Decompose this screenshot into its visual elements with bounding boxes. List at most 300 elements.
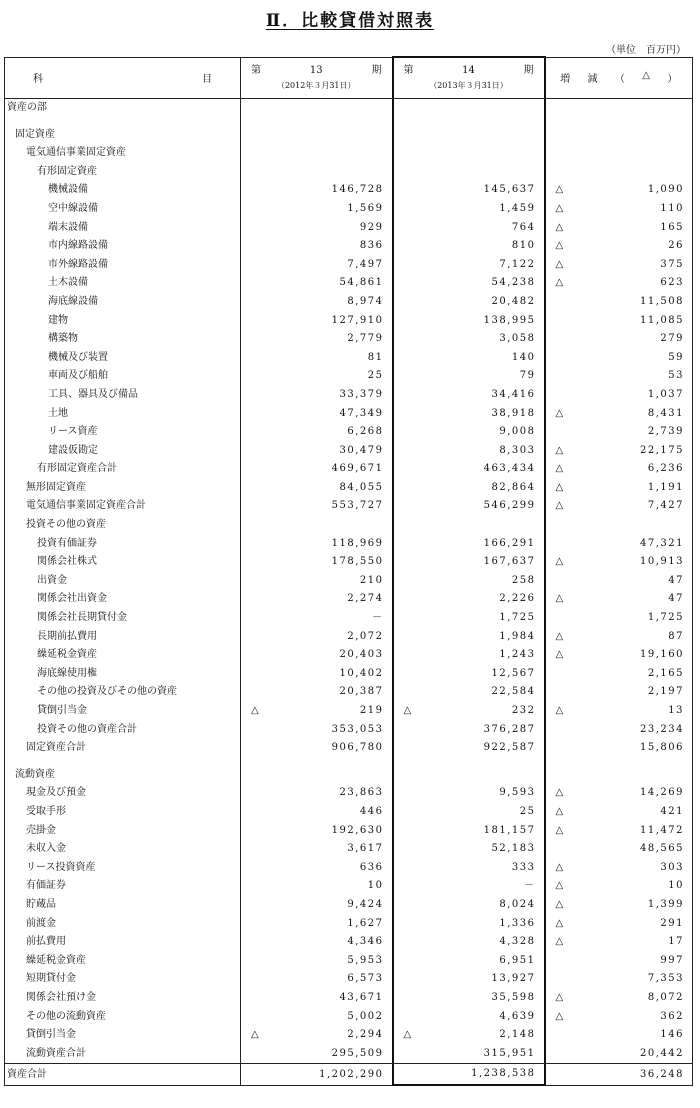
period14-cell-value: 1,984 xyxy=(499,630,536,642)
diff-cell xyxy=(545,219,693,238)
table-row xyxy=(5,989,693,1008)
table-row xyxy=(5,144,693,163)
period13-cell xyxy=(241,535,393,554)
period14-cell-value: 764 xyxy=(511,221,536,233)
header-label-left: 科 xyxy=(33,74,43,86)
row-label-value: 関係会社株式 xyxy=(37,556,97,568)
row-label-value: 有形固定資産合計 xyxy=(37,463,117,475)
row-label-value: 機械及び装置 xyxy=(48,351,108,363)
period13-num: 13 xyxy=(309,64,323,76)
header-diff xyxy=(545,57,693,99)
row-label-value: 工具、器具及び備品 xyxy=(48,388,138,400)
total-label: 資産合計 xyxy=(5,1064,241,1086)
diff-cell-value: 2,739 xyxy=(647,426,684,438)
row-label xyxy=(5,646,241,665)
row-label xyxy=(5,516,241,535)
row-label xyxy=(5,840,241,859)
period14-cell-value: 145,637 xyxy=(483,184,536,196)
diff-part: △ xyxy=(642,70,650,82)
period13-cell xyxy=(241,609,393,628)
period13-cell xyxy=(241,766,393,785)
total-row xyxy=(5,1064,693,1086)
diff-cell-value: 47 xyxy=(668,574,684,586)
diff-cell-value: 1,725 xyxy=(647,612,684,624)
row-label xyxy=(5,859,241,878)
negative-mark: △ xyxy=(555,481,564,493)
table-row xyxy=(5,293,693,312)
period13-cell xyxy=(241,1008,393,1027)
period14-cell xyxy=(393,312,545,331)
period13-cell xyxy=(241,274,393,293)
negative-mark: △ xyxy=(403,1029,412,1041)
period13-cell-value: 210 xyxy=(359,574,384,586)
row-label-value: 現金及び預金 xyxy=(26,787,86,799)
period13-cell-value: 54,861 xyxy=(339,277,384,289)
period13-cell-value: 6,573 xyxy=(347,973,384,985)
diff-cell-value: 7,353 xyxy=(647,973,684,985)
period13-cell-value: 469,671 xyxy=(331,463,384,475)
diff-cell-value: 11,508 xyxy=(640,295,684,307)
table-row xyxy=(5,628,693,647)
row-label xyxy=(5,702,241,721)
period14-cell-value: 1,243 xyxy=(499,649,536,661)
period13-cell xyxy=(241,479,393,498)
table-row xyxy=(5,163,693,182)
diff-cell-value: 375 xyxy=(660,258,684,270)
period14-cell-value: 3,058 xyxy=(499,333,536,345)
diff-cell xyxy=(545,758,693,766)
row-label xyxy=(5,572,241,591)
table-row xyxy=(5,590,693,609)
diff-cell-value: 1,191 xyxy=(647,481,684,493)
period14-cell-value: 38,918 xyxy=(491,407,536,419)
period13-cell-value: 43,671 xyxy=(339,991,384,1003)
period14-cell-value: 1,725 xyxy=(499,612,536,624)
period13-cell xyxy=(241,933,393,952)
period13-cell-value: 10 xyxy=(367,880,384,892)
table-row xyxy=(5,803,693,822)
row-label-value: 貸倒引当金 xyxy=(26,1029,76,1041)
period14-cell xyxy=(393,386,545,405)
diff-cell-value: 279 xyxy=(660,333,684,345)
unit-note: （単位 百万円） xyxy=(606,45,686,56)
period14-cell xyxy=(393,367,545,386)
period14-cell xyxy=(393,163,545,182)
period13-cell xyxy=(241,442,393,461)
row-label xyxy=(5,896,241,915)
period13-cell-value: 20,403 xyxy=(339,649,384,661)
row-label-value: 売掛金 xyxy=(26,824,56,836)
period13-cell-value: － xyxy=(372,612,384,624)
table-row xyxy=(5,739,693,758)
row-label xyxy=(5,721,241,740)
diff-cell xyxy=(545,1008,693,1027)
period13-cell-value: 836 xyxy=(359,240,384,252)
table-row xyxy=(5,915,693,934)
period14-cell xyxy=(393,219,545,238)
diff-cell xyxy=(545,803,693,822)
diff-cell xyxy=(545,497,693,516)
diff-cell xyxy=(545,739,693,758)
period14-cell xyxy=(393,896,545,915)
diff-cell-value: 13 xyxy=(668,705,684,716)
period13-cell xyxy=(241,126,393,145)
table-row xyxy=(5,970,693,989)
table-body xyxy=(5,99,693,1064)
diff-cell-value: 1,037 xyxy=(647,388,684,400)
row-label-value: 有価証券 xyxy=(26,880,66,892)
row-label-value: 貸倒引当金 xyxy=(37,705,87,716)
period14-cell-value: 463,434 xyxy=(483,463,536,475)
period14-prefix: 第 xyxy=(403,65,414,76)
diff-cell-value: 11,472 xyxy=(640,824,684,836)
period14-cell-value: － xyxy=(524,880,536,892)
table-row xyxy=(5,479,693,498)
negative-mark: △ xyxy=(555,556,564,568)
row-label xyxy=(5,989,241,1008)
row-label-value: 受取手形 xyxy=(26,805,66,817)
diff-cell xyxy=(545,590,693,609)
diff-cell xyxy=(545,896,693,915)
table-row xyxy=(5,181,693,200)
period14-cell xyxy=(393,784,545,803)
period13-cell xyxy=(241,386,393,405)
period14-suffix: 期 xyxy=(523,65,534,76)
diff-cell-value: 1,399 xyxy=(647,898,684,910)
negative-mark: △ xyxy=(251,1029,259,1041)
diff-cell-value: 47,321 xyxy=(640,537,684,549)
period13-cell xyxy=(241,646,393,665)
row-label-value: 流動資産合計 xyxy=(26,1047,86,1059)
period14-cell-value: 810 xyxy=(511,240,536,252)
negative-mark: △ xyxy=(555,880,564,892)
table-row xyxy=(5,1008,693,1027)
period13-cell-value: 192,630 xyxy=(331,824,384,836)
negative-mark: △ xyxy=(251,705,259,716)
row-label xyxy=(5,590,241,609)
row-label-value: 前払費用 xyxy=(26,936,66,948)
period13-cell xyxy=(241,702,393,721)
table-row xyxy=(5,219,693,238)
table-row xyxy=(5,405,693,424)
row-label xyxy=(5,628,241,647)
row-label-value: 繰延税金資産 xyxy=(26,954,86,966)
diff-cell xyxy=(545,553,693,572)
row-label xyxy=(5,1008,241,1027)
period13-cell-value: 9,424 xyxy=(347,898,384,910)
row-label xyxy=(5,553,241,572)
row-label-value: 資産の部 xyxy=(7,102,47,113)
diff-cell xyxy=(545,200,693,219)
diff-cell-value: 26 xyxy=(668,240,684,252)
period14-cell xyxy=(393,628,545,647)
period13-cell xyxy=(241,330,393,349)
period13-cell-value: 1,627 xyxy=(347,917,384,929)
row-label xyxy=(5,535,241,554)
period13-cell xyxy=(241,200,393,219)
row-label xyxy=(5,952,241,971)
table-row xyxy=(5,702,693,721)
diff-cell-value: 22,175 xyxy=(640,444,684,456)
period13-cell-value: 2,072 xyxy=(347,630,384,642)
row-label-value: 投資有価証券 xyxy=(37,537,97,549)
diff-cell xyxy=(545,721,693,740)
period14-cell xyxy=(393,423,545,442)
row-label-value: 流動資産 xyxy=(15,768,55,780)
period14-cell-value: 7,122 xyxy=(499,258,536,270)
row-label-value: 出資金 xyxy=(37,574,67,586)
row-label-value: 貯蔵品 xyxy=(26,898,56,910)
diff-cell xyxy=(545,822,693,841)
diff-cell-value: 10 xyxy=(668,880,684,892)
period13-cell xyxy=(241,367,393,386)
row-label-value: 前渡金 xyxy=(26,917,56,929)
diff-cell-value: 303 xyxy=(660,861,684,873)
diff-cell-value: 7,427 xyxy=(647,500,684,512)
period13-cell-value: 3,617 xyxy=(347,843,384,855)
period13-cell-value: 30,479 xyxy=(339,444,384,456)
diff-cell-value: 19,160 xyxy=(640,649,684,661)
table-row xyxy=(5,553,693,572)
negative-mark: △ xyxy=(555,202,564,214)
period14-cell-value: 22,584 xyxy=(491,686,536,698)
row-label-value: 端末設備 xyxy=(48,221,88,233)
row-label xyxy=(5,479,241,498)
row-label xyxy=(5,970,241,989)
page-title: Ⅱ．比較貸借対照表 xyxy=(265,11,435,31)
period14-cell-value: 258 xyxy=(511,574,536,586)
diff-cell xyxy=(545,118,693,126)
negative-mark: △ xyxy=(555,258,564,270)
diff-cell-value: 997 xyxy=(660,954,684,966)
diff-cell-value: 48,565 xyxy=(640,843,684,855)
negative-mark: △ xyxy=(555,824,564,836)
period13-cell-value: 81 xyxy=(367,351,384,363)
period14-cell-value: 6,951 xyxy=(499,954,536,966)
diff-cell xyxy=(545,859,693,878)
row-label xyxy=(5,933,241,952)
period14-cell-value: 4,639 xyxy=(499,1010,536,1022)
period14-cell-value: 8,303 xyxy=(499,444,536,456)
diff-cell-value: 623 xyxy=(660,277,684,289)
diff-cell xyxy=(545,646,693,665)
period13-cell xyxy=(241,349,393,368)
period14-cell-value: 1,336 xyxy=(499,917,536,929)
period13-cell xyxy=(241,256,393,275)
diff-cell xyxy=(545,572,693,591)
row-label xyxy=(5,126,241,145)
period13-cell-value: 636 xyxy=(359,861,384,873)
row-label xyxy=(5,99,241,118)
row-label-value: 車両及び船舶 xyxy=(48,370,108,382)
period14-cell-value: 34,416 xyxy=(491,388,536,400)
table-row xyxy=(5,274,693,293)
diff-part: ） xyxy=(667,74,678,86)
row-label xyxy=(5,330,241,349)
period14-cell-value: 25 xyxy=(519,805,536,817)
table-row xyxy=(5,933,693,952)
diff-cell xyxy=(545,126,693,145)
diff-cell-value: 6,236 xyxy=(647,463,684,475)
table-row xyxy=(5,609,693,628)
diff-cell-value: 421 xyxy=(660,805,684,817)
table-row xyxy=(5,721,693,740)
negative-mark: △ xyxy=(555,787,564,799)
period14-cell xyxy=(393,877,545,896)
diff-part: （ xyxy=(614,74,625,86)
period13-cell xyxy=(241,460,393,479)
diff-cell xyxy=(545,840,693,859)
diff-cell-value: 14,269 xyxy=(640,787,684,799)
row-label-value: 関係会社預け金 xyxy=(26,991,96,1003)
row-label xyxy=(5,312,241,331)
diff-cell xyxy=(545,256,693,275)
negative-mark: △ xyxy=(555,407,564,419)
period14-cell xyxy=(393,1026,545,1045)
row-label-value: 土地 xyxy=(48,407,68,419)
period14-cell-value: 4,328 xyxy=(499,936,536,948)
period14-cell-value: 12,567 xyxy=(491,667,536,679)
row-label-value: 土木設備 xyxy=(48,277,88,289)
diff-cell-value: 1,090 xyxy=(647,184,684,196)
row-label xyxy=(5,1026,241,1045)
row-label xyxy=(5,144,241,163)
row-label xyxy=(5,609,241,628)
diff-cell-value: 59 xyxy=(668,351,684,363)
row-label-value: 固定資産 xyxy=(15,128,55,140)
table-row xyxy=(5,1045,693,1064)
period13-cell-value: 2,294 xyxy=(347,1029,384,1041)
diff-cell xyxy=(545,181,693,200)
diff-cell xyxy=(545,293,693,312)
period14-num: 14 xyxy=(462,65,475,76)
period14-cell xyxy=(393,256,545,275)
diff-cell-value: 8,072 xyxy=(647,991,684,1003)
diff-cell xyxy=(545,516,693,535)
diff-cell xyxy=(545,163,693,182)
period13-cell-value: 4,346 xyxy=(347,936,384,948)
table-row xyxy=(5,126,693,145)
period13-cell-value: 219 xyxy=(359,705,384,716)
table-row xyxy=(5,1026,693,1045)
period14-cell xyxy=(393,330,545,349)
period14-cell xyxy=(393,665,545,684)
period14-cell xyxy=(393,181,545,200)
negative-mark: △ xyxy=(555,898,564,910)
diff-cell xyxy=(545,423,693,442)
period14-cell xyxy=(393,1008,545,1027)
row-label xyxy=(5,237,241,256)
diff-cell-value: 10,913 xyxy=(640,556,684,568)
diff-cell xyxy=(545,479,693,498)
spacer-row xyxy=(5,118,693,126)
period13-cell xyxy=(241,312,393,331)
period13-cell xyxy=(241,1026,393,1045)
period14-cell xyxy=(393,516,545,535)
period14-cell-value: 232 xyxy=(511,705,536,716)
period14-cell xyxy=(393,572,545,591)
period14-cell xyxy=(393,721,545,740)
diff-cell-value: 87 xyxy=(668,630,684,642)
period13-cell xyxy=(241,237,393,256)
negative-mark: △ xyxy=(555,917,564,929)
diff-cell-value: 8,431 xyxy=(647,407,684,419)
row-label xyxy=(5,1045,241,1064)
period14-cell-value: 1,459 xyxy=(499,202,536,214)
row-label xyxy=(5,405,241,424)
period13-cell xyxy=(241,952,393,971)
period14-cell xyxy=(393,758,545,766)
period14-cell xyxy=(393,766,545,785)
period14-cell xyxy=(393,293,545,312)
period13-cell xyxy=(241,859,393,878)
diff-cell xyxy=(545,702,693,721)
period14-cell xyxy=(393,237,545,256)
row-label-value: 海底線設備 xyxy=(48,295,98,307)
negative-mark: △ xyxy=(555,444,564,456)
row-label-value: 固定資産合計 xyxy=(26,742,86,754)
table-row xyxy=(5,442,693,461)
period14-cell-value: 13,927 xyxy=(491,973,536,985)
diff-cell-value: 110 xyxy=(660,202,684,214)
period13-cell xyxy=(241,989,393,1008)
row-label-value: リース投資資産 xyxy=(26,861,96,873)
table-row xyxy=(5,784,693,803)
period13-cell-value: 23,863 xyxy=(339,787,384,799)
period13-cell xyxy=(241,181,393,200)
row-label xyxy=(5,256,241,275)
row-label xyxy=(5,219,241,238)
table-row xyxy=(5,386,693,405)
row-label-value: 構築物 xyxy=(48,333,78,345)
period13-cell-value: 8,974 xyxy=(347,295,384,307)
header-account xyxy=(5,57,241,99)
negative-mark: △ xyxy=(555,240,564,252)
period13-cell xyxy=(241,163,393,182)
period14-cell-value: 8,024 xyxy=(499,898,536,910)
period13-cell-value: 118,969 xyxy=(331,537,384,549)
period14-cell xyxy=(393,970,545,989)
balance-sheet-table xyxy=(4,56,693,1086)
period14-cell-value: 315,951 xyxy=(483,1047,536,1059)
table-row xyxy=(5,683,693,702)
period13-cell xyxy=(241,405,393,424)
diff-cell-value: 11,085 xyxy=(640,314,684,326)
table-row xyxy=(5,200,693,219)
diff-cell xyxy=(545,784,693,803)
diff-cell xyxy=(545,1026,693,1045)
period14-cell-value: 9,008 xyxy=(499,426,536,438)
row-label-value: 投資その他の資産 xyxy=(26,519,106,531)
row-label-value: 長期前払費用 xyxy=(37,630,97,642)
total-p13: 1,202,290 xyxy=(241,1064,393,1086)
row-label xyxy=(5,758,241,766)
period14-cell xyxy=(393,460,545,479)
diff-cell-value: 15,806 xyxy=(640,742,684,754)
period14-cell xyxy=(393,497,545,516)
row-label xyxy=(5,803,241,822)
table-row xyxy=(5,646,693,665)
table-row xyxy=(5,535,693,554)
negative-mark: △ xyxy=(555,991,564,1003)
row-label-value: 市外線路設備 xyxy=(48,258,108,270)
period13-cell-value: 2,779 xyxy=(347,333,384,345)
diff-cell xyxy=(545,915,693,934)
row-label-value: 市内線路設備 xyxy=(48,240,108,252)
negative-mark: △ xyxy=(555,500,564,512)
negative-mark: △ xyxy=(555,463,564,475)
diff-cell xyxy=(545,386,693,405)
